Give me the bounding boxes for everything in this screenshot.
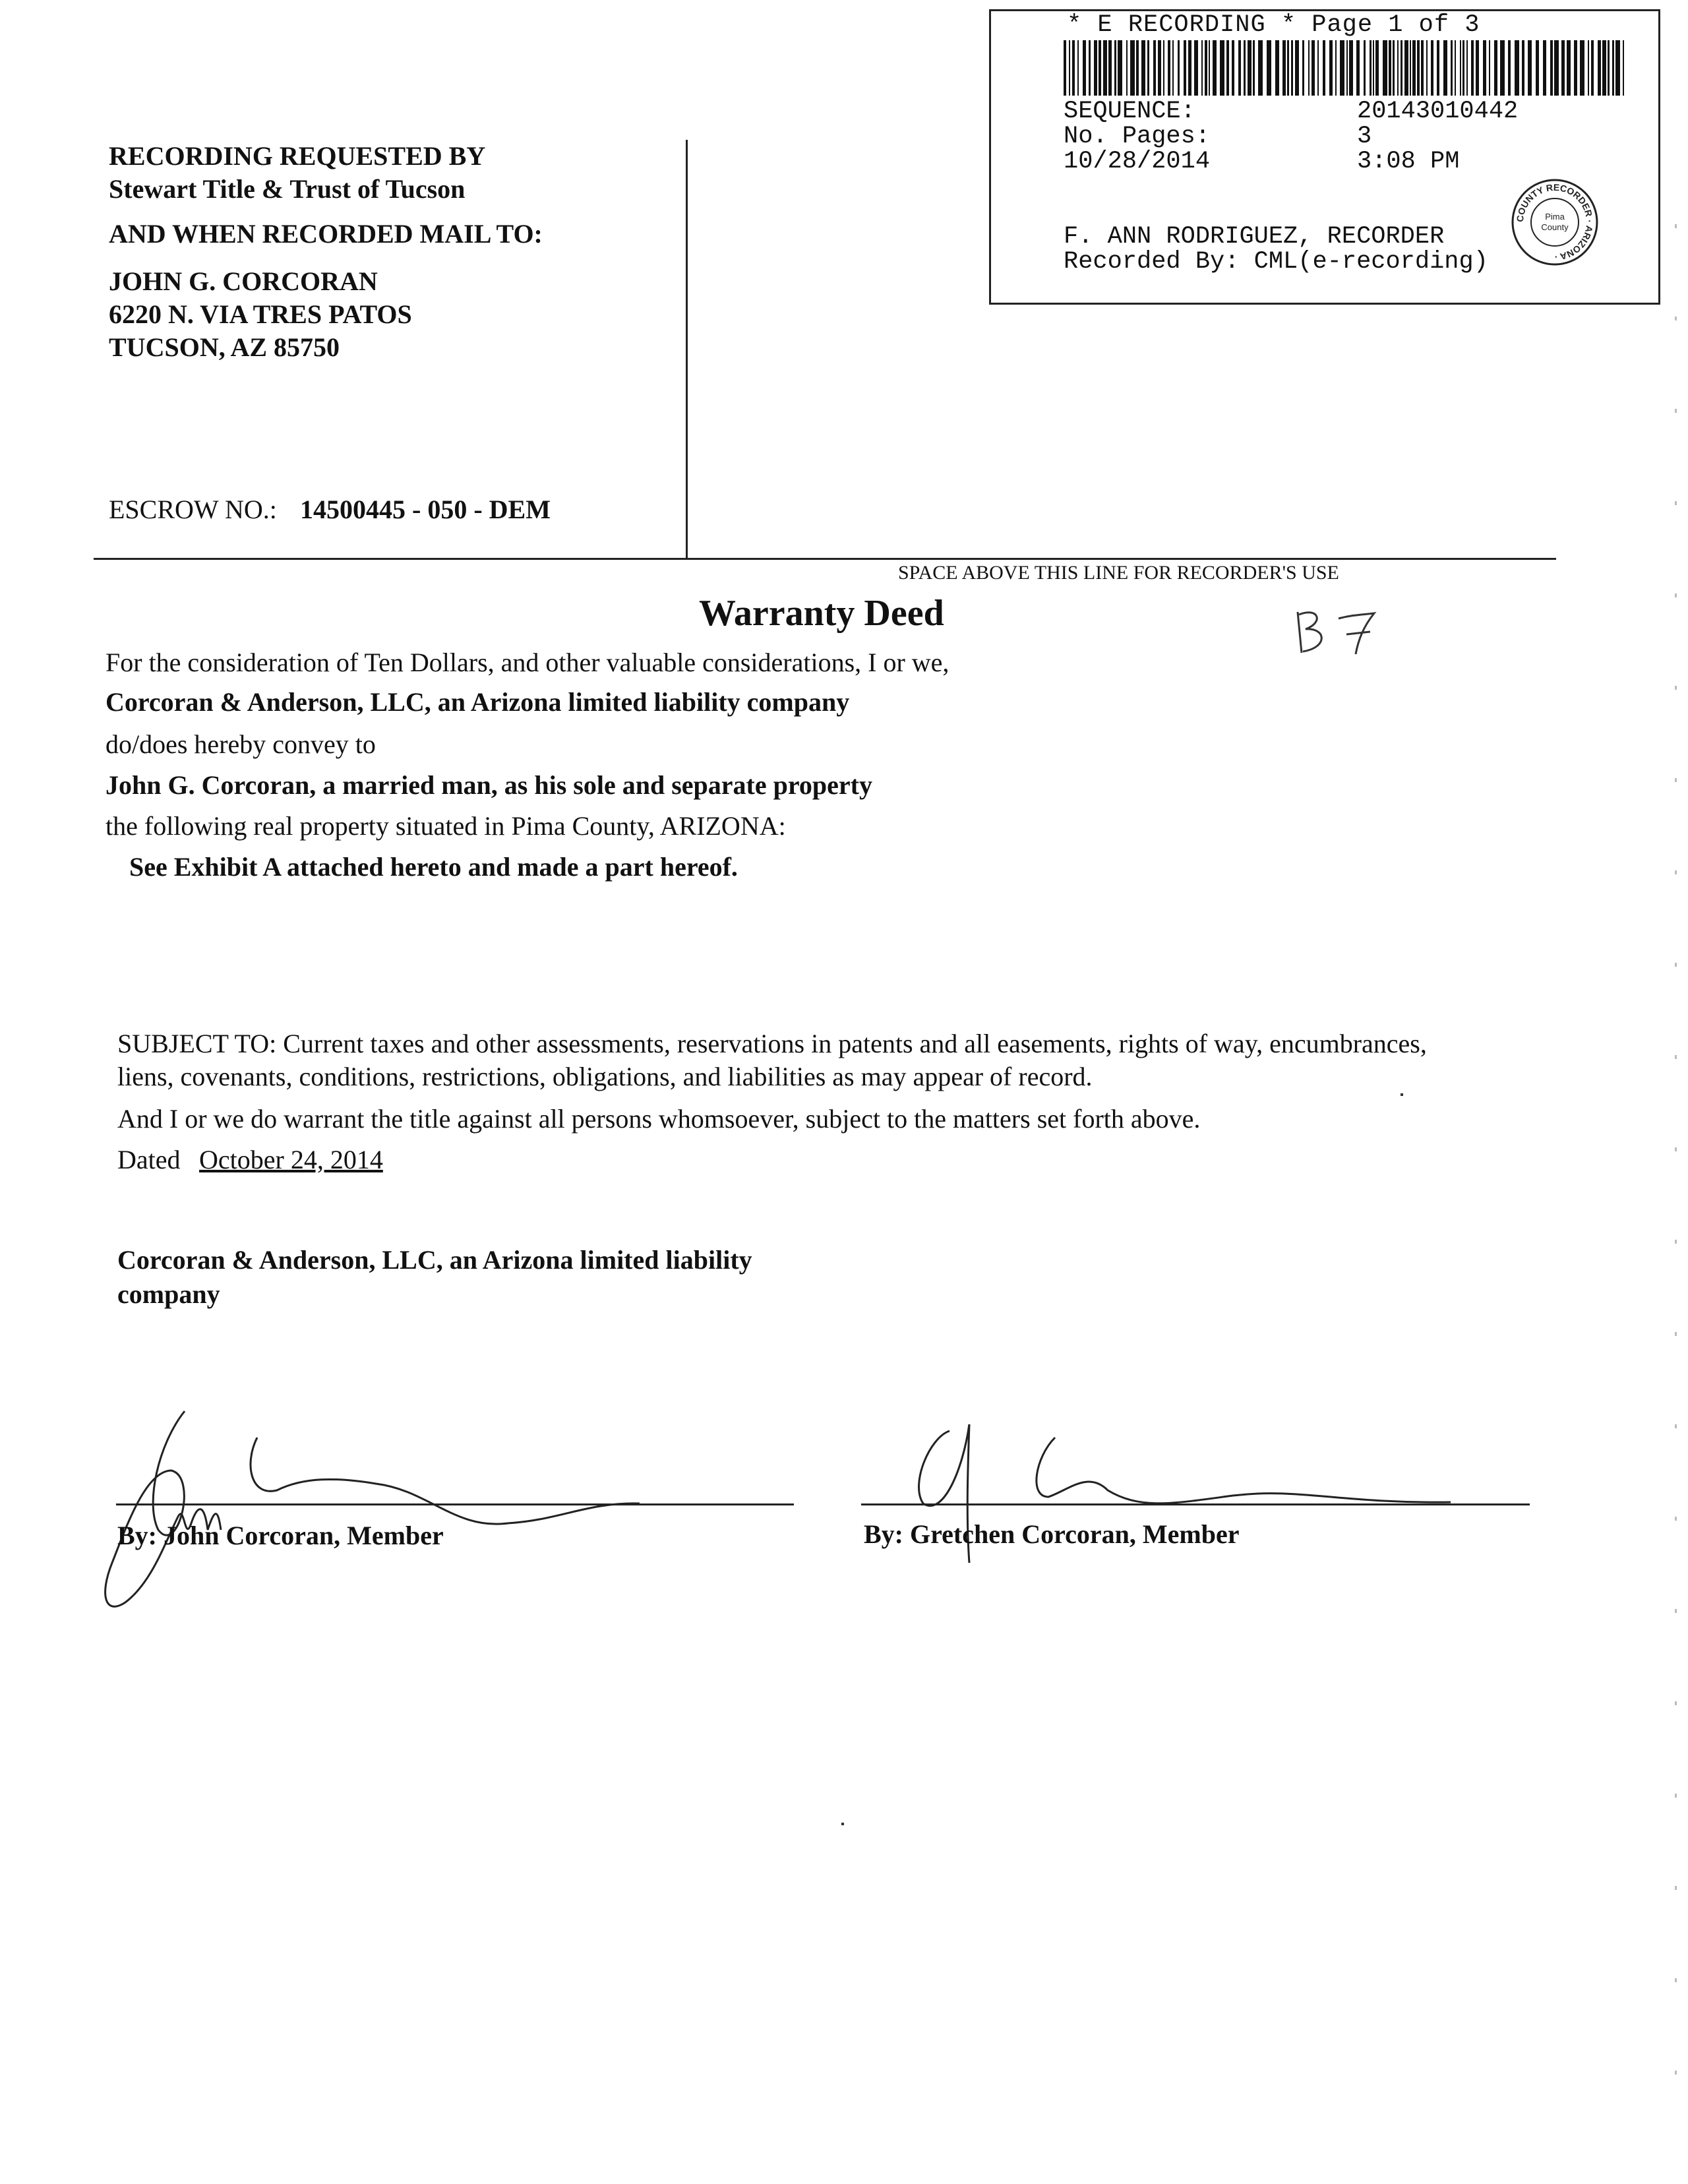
barcode-bar [1188,40,1191,96]
sequence-label: SEQUENCE: [1064,98,1195,125]
barcode-bar [1275,40,1279,96]
requested-by-label: RECORDING REQUESTED BY [109,141,486,171]
signer-john-corcoran: By: John Corcoran, Member [117,1521,444,1550]
barcode-bar [1554,40,1559,96]
barcode-bar [1209,40,1210,96]
barcode-bar [1141,40,1145,96]
barcode-bar [1220,40,1224,96]
barcode-bar [1103,40,1107,96]
sequence-value: 20143010442 [1357,98,1519,125]
barcode-bar [1114,40,1116,96]
barcode-bar [1163,40,1164,96]
barcode-bar [1238,40,1241,96]
barcode-bar [1522,40,1524,96]
recorder-name: F. ANN RODRIGUEZ, RECORDER [1064,223,1445,251]
svg-text:COUNTY RECORDER · ARIZONA ·: COUNTY RECORDER · ARIZONA · [1514,181,1596,263]
signer-company-line-1: Corcoran & Anderson, LLC, an Arizona limited liability [117,1245,752,1275]
barcode-bar [1443,40,1447,96]
svg-text:County: County [1541,222,1569,232]
barcode-bar [1455,40,1456,96]
barcode-bar [1335,40,1337,96]
barcode-bar [1244,40,1246,96]
mail-street: 6220 N. VIA TRES PATOS [109,299,412,329]
barcode-bar [1515,40,1519,96]
barcode-bar [1393,40,1395,96]
barcode-bar [1483,40,1486,96]
barcode-bar [1349,40,1353,96]
signer-company-line-2: company [117,1279,220,1309]
barcode-bar [1550,40,1553,96]
barcode-bar [1401,40,1402,96]
recording-divider [686,140,688,559]
barcode-bar [1528,40,1532,96]
subject-to-line-1: SUBJECT TO: Current taxes and other assessments, reservations in patents and all easements, rights of way, encumbrances, [117,1029,1427,1058]
barcode-bar [1364,40,1366,96]
barcode-bar [1588,40,1589,96]
barcode-bar [1476,40,1479,96]
barcode-bar [1370,40,1372,96]
barcode-bar [1287,40,1289,96]
barcode-bar [1356,40,1360,96]
barcode-bar [1226,40,1229,96]
convey-text: do/does hereby convey to [106,729,376,759]
barcode-bar [1437,40,1439,96]
barcode-bar [1451,40,1453,96]
barcode-bar [1536,40,1539,96]
barcode-bar [1598,40,1601,96]
barcode-bar [1184,40,1186,96]
barcode-bar [1404,40,1408,96]
warranty-text: And I or we do warrant the title against all persons whomsoever, subject to the matters set forth above. [117,1104,1201,1134]
barcode-bar [1608,40,1610,96]
record-time: 3:08 PM [1357,148,1460,175]
handwritten-note-b7 [1292,600,1385,659]
recorder-line [94,558,1556,560]
barcode-bar [1072,40,1075,96]
property-intro: the following real property situated in Pima County, ARIZONA: [106,811,786,841]
barcode-bar [1462,40,1464,96]
barcode-bar [1201,40,1203,96]
scan-speck [1401,1093,1403,1096]
barcode-bar [1574,40,1577,96]
barcode-bar [1410,40,1411,96]
pages-label: No. Pages: [1064,123,1211,150]
barcode-bar [1346,40,1348,96]
barcode-bar [1083,40,1086,96]
barcode-bar [1460,40,1461,96]
barcode-bar [1508,40,1511,96]
escrow-label: ESCROW NO.: [109,495,277,524]
barcode-bar [1567,40,1571,96]
svg-text:Pima: Pima [1545,212,1565,222]
grantor: Corcoran & Anderson, LLC, an Arizona limited liability company [106,687,850,717]
barcode-bar [1153,40,1156,96]
mail-name: JOHN G. CORCORAN [109,266,378,296]
barcode-bar [1069,40,1070,96]
barcode-bar [1213,40,1217,96]
pages-value: 3 [1357,123,1372,150]
mail-city: TUCSON, AZ 85750 [109,332,340,362]
mail-to-label: AND WHEN RECORDED MAIL TO: [109,219,543,249]
record-date: 10/28/2014 [1064,148,1211,175]
barcode-bar [1168,40,1170,96]
barcode-bar [1602,40,1606,96]
recorded-by: Recorded By: CML(e-recording) [1064,248,1488,276]
barcode-bar [1494,40,1497,96]
barcode-bar [1591,40,1594,96]
barcode-bar [1172,40,1174,96]
scan-edge [1675,198,1677,2163]
barcode-bar [1295,40,1299,96]
barcode-bar [1194,40,1198,96]
escrow-number: 14500445 - 050 - DEM [300,495,551,524]
barcode-bar [1291,40,1293,96]
exhibit-reference: See Exhibit A attached hereto and made a part hereof. [129,852,738,882]
barcode-bar [1178,40,1180,96]
subject-to-line-2: liens, covenants, conditions, restrictions, obligations, and liabilities as may appear of record. [117,1062,1093,1091]
deed-title: Warranty Deed [699,593,944,634]
consideration-text: For the consideration of Ten Dollars, and other valuable considerations, I or we, [106,648,950,677]
barcode-bar [1118,40,1122,96]
barcode-bar [1099,40,1101,96]
barcode-bar [1094,40,1097,96]
barcode-bar [1471,40,1474,96]
barcode-bar [1311,40,1315,96]
barcode-bar [1130,40,1135,96]
barcode-bar [1205,40,1207,96]
barcode-bar [1489,40,1490,96]
signature-john-corcoran [86,1398,679,1622]
barcode-bar [1615,40,1620,96]
barcode-bar [1421,40,1424,96]
recorder-use-note: SPACE ABOVE THIS LINE FOR RECORDER'S USE [898,562,1339,584]
barcode-bar [1302,40,1304,96]
barcode-bar [1383,40,1387,96]
barcode-bar [1500,40,1505,96]
barcode-bar [1089,40,1091,96]
barcode-bar [1623,40,1624,96]
barcode-bar [1064,40,1066,96]
barcode-bar [1561,40,1565,96]
scan-speck [841,1823,844,1825]
signer-gretchen-corcoran: By: Gretchen Corcoran, Member [864,1519,1240,1549]
barcode-bar [1389,40,1391,96]
barcode-bar [1258,40,1263,96]
grantee: John G. Corcoran, a married man, as his sole and separate property [106,770,872,800]
barcode-bar [1580,40,1584,96]
barcode-bar [1108,40,1112,96]
barcode-bar [1308,40,1310,96]
barcode-bar [1136,40,1139,96]
barcode-bar [1253,40,1255,96]
barcode-bar [1412,40,1416,96]
barcode-bar [1431,40,1433,96]
barcode-bar [1282,40,1286,96]
recorder-stamp [989,9,1660,305]
barcode-bar [1417,40,1420,96]
barcode-bar [1340,40,1344,96]
barcode-bar [1267,40,1271,96]
barcode-bar [1466,40,1468,96]
barcode-bar [1329,40,1333,96]
county-seal-icon [1509,176,1601,268]
barcode-bar [1543,40,1546,96]
barcode-bar [1232,40,1234,96]
barcode-bar [1158,40,1161,96]
barcode-bar [1426,40,1428,96]
dated-value: October 24, 2014 [199,1145,383,1174]
barcode-bar [1323,40,1325,96]
barcode-bar [1147,40,1149,96]
barcode-bar [1317,40,1319,96]
barcode-bar [1612,40,1614,96]
dated-label: Dated [117,1145,181,1174]
barcode [1064,40,1624,96]
barcode-bar [1397,40,1399,96]
barcode-bar [1077,40,1079,96]
barcode-bar [1375,40,1379,96]
barcode-bar [1248,40,1251,96]
requested-by: Stewart Title & Trust of Tucson [109,174,466,204]
barcode-bar [1373,40,1374,96]
barcode-bar [1126,40,1128,96]
stamp-header: * E RECORDING * Page 1 of 3 [1067,11,1480,39]
